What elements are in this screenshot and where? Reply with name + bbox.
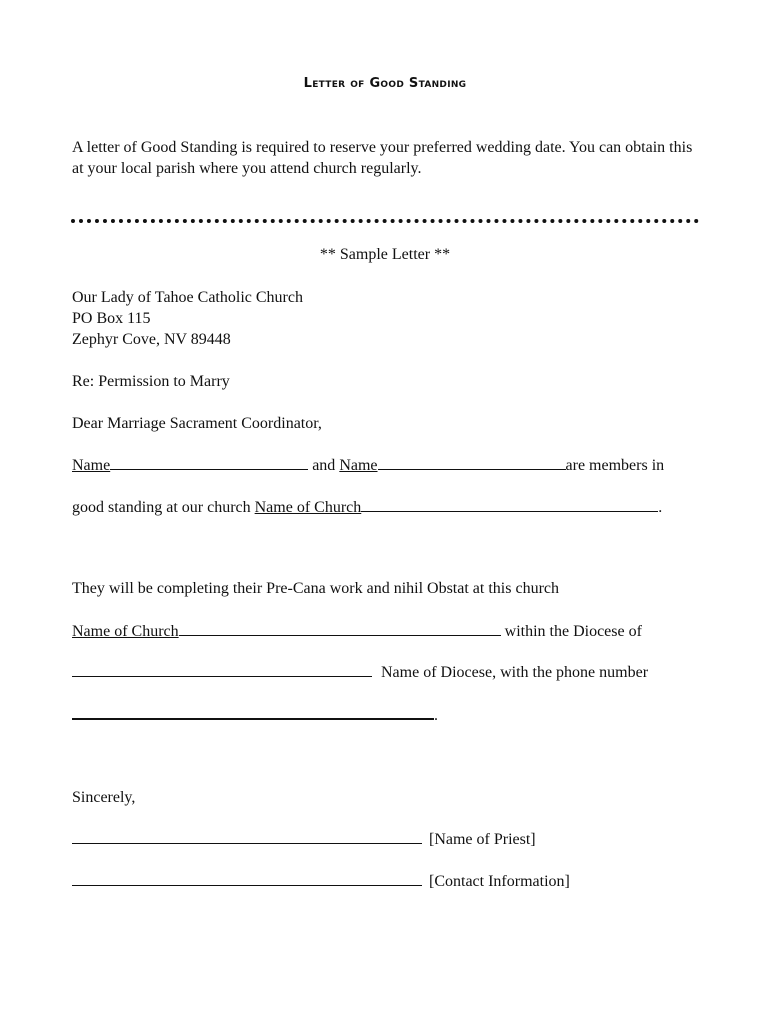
diocese-blank	[72, 662, 372, 677]
diocese-label: Name of Diocese, with the phone number	[381, 664, 649, 681]
salutation: Dear Marriage Sacrament Coordinator,	[72, 415, 322, 432]
para2-line3	[72, 662, 648, 683]
church2-blank	[179, 621, 501, 636]
address-line-3: Zephyr Cove, NV 89448	[72, 331, 231, 348]
re-line: Re: Permission to Marry	[72, 373, 230, 390]
para1-line2	[72, 497, 662, 518]
para1-line1	[72, 455, 664, 476]
closing: Sincerely,	[72, 789, 136, 806]
phone-blank	[72, 704, 434, 720]
para2-line1: They will be completing their Pre-Cana work and nihil Obstat at this church	[72, 580, 559, 597]
diocese-text: within the Diocese of	[500, 623, 642, 640]
name2-label: Name	[339, 457, 378, 474]
address-line-2: PO Box 115	[72, 310, 151, 327]
address-line-1: Our Lady of Tahoe Catholic Church	[72, 289, 303, 306]
name1-blank	[110, 455, 308, 470]
contact-blank	[72, 871, 422, 886]
church2-label: Name of Church	[72, 623, 179, 640]
priest-label: [Name of Priest]	[429, 831, 536, 848]
members-text: are members in	[565, 457, 665, 474]
para1-period: .	[658, 499, 663, 516]
name2-blank	[378, 455, 566, 470]
para2-period: .	[434, 707, 438, 724]
name1-label: Name	[72, 457, 111, 474]
contact-label: [Contact Information]	[429, 873, 570, 890]
dotted-divider	[71, 219, 699, 223]
intro-paragraph: A letter of Good Standing is required to reserve your preferred wedding date. You can obtain this at your local parish where you attend church regularly.	[72, 139, 693, 177]
and-text: and	[308, 457, 340, 474]
signature-line-2	[72, 871, 570, 892]
para2-line4	[72, 704, 438, 726]
church1-blank	[361, 497, 658, 512]
sample-letter-label: ** Sample Letter **	[319, 246, 451, 263]
para2-line2	[72, 621, 642, 642]
church1-label: Name of Church	[254, 499, 362, 516]
good-standing-text: good standing at our church	[72, 499, 255, 516]
priest-blank	[72, 829, 422, 844]
document-title: Letter of Good Standing	[303, 76, 467, 91]
signature-line-1	[72, 829, 536, 850]
